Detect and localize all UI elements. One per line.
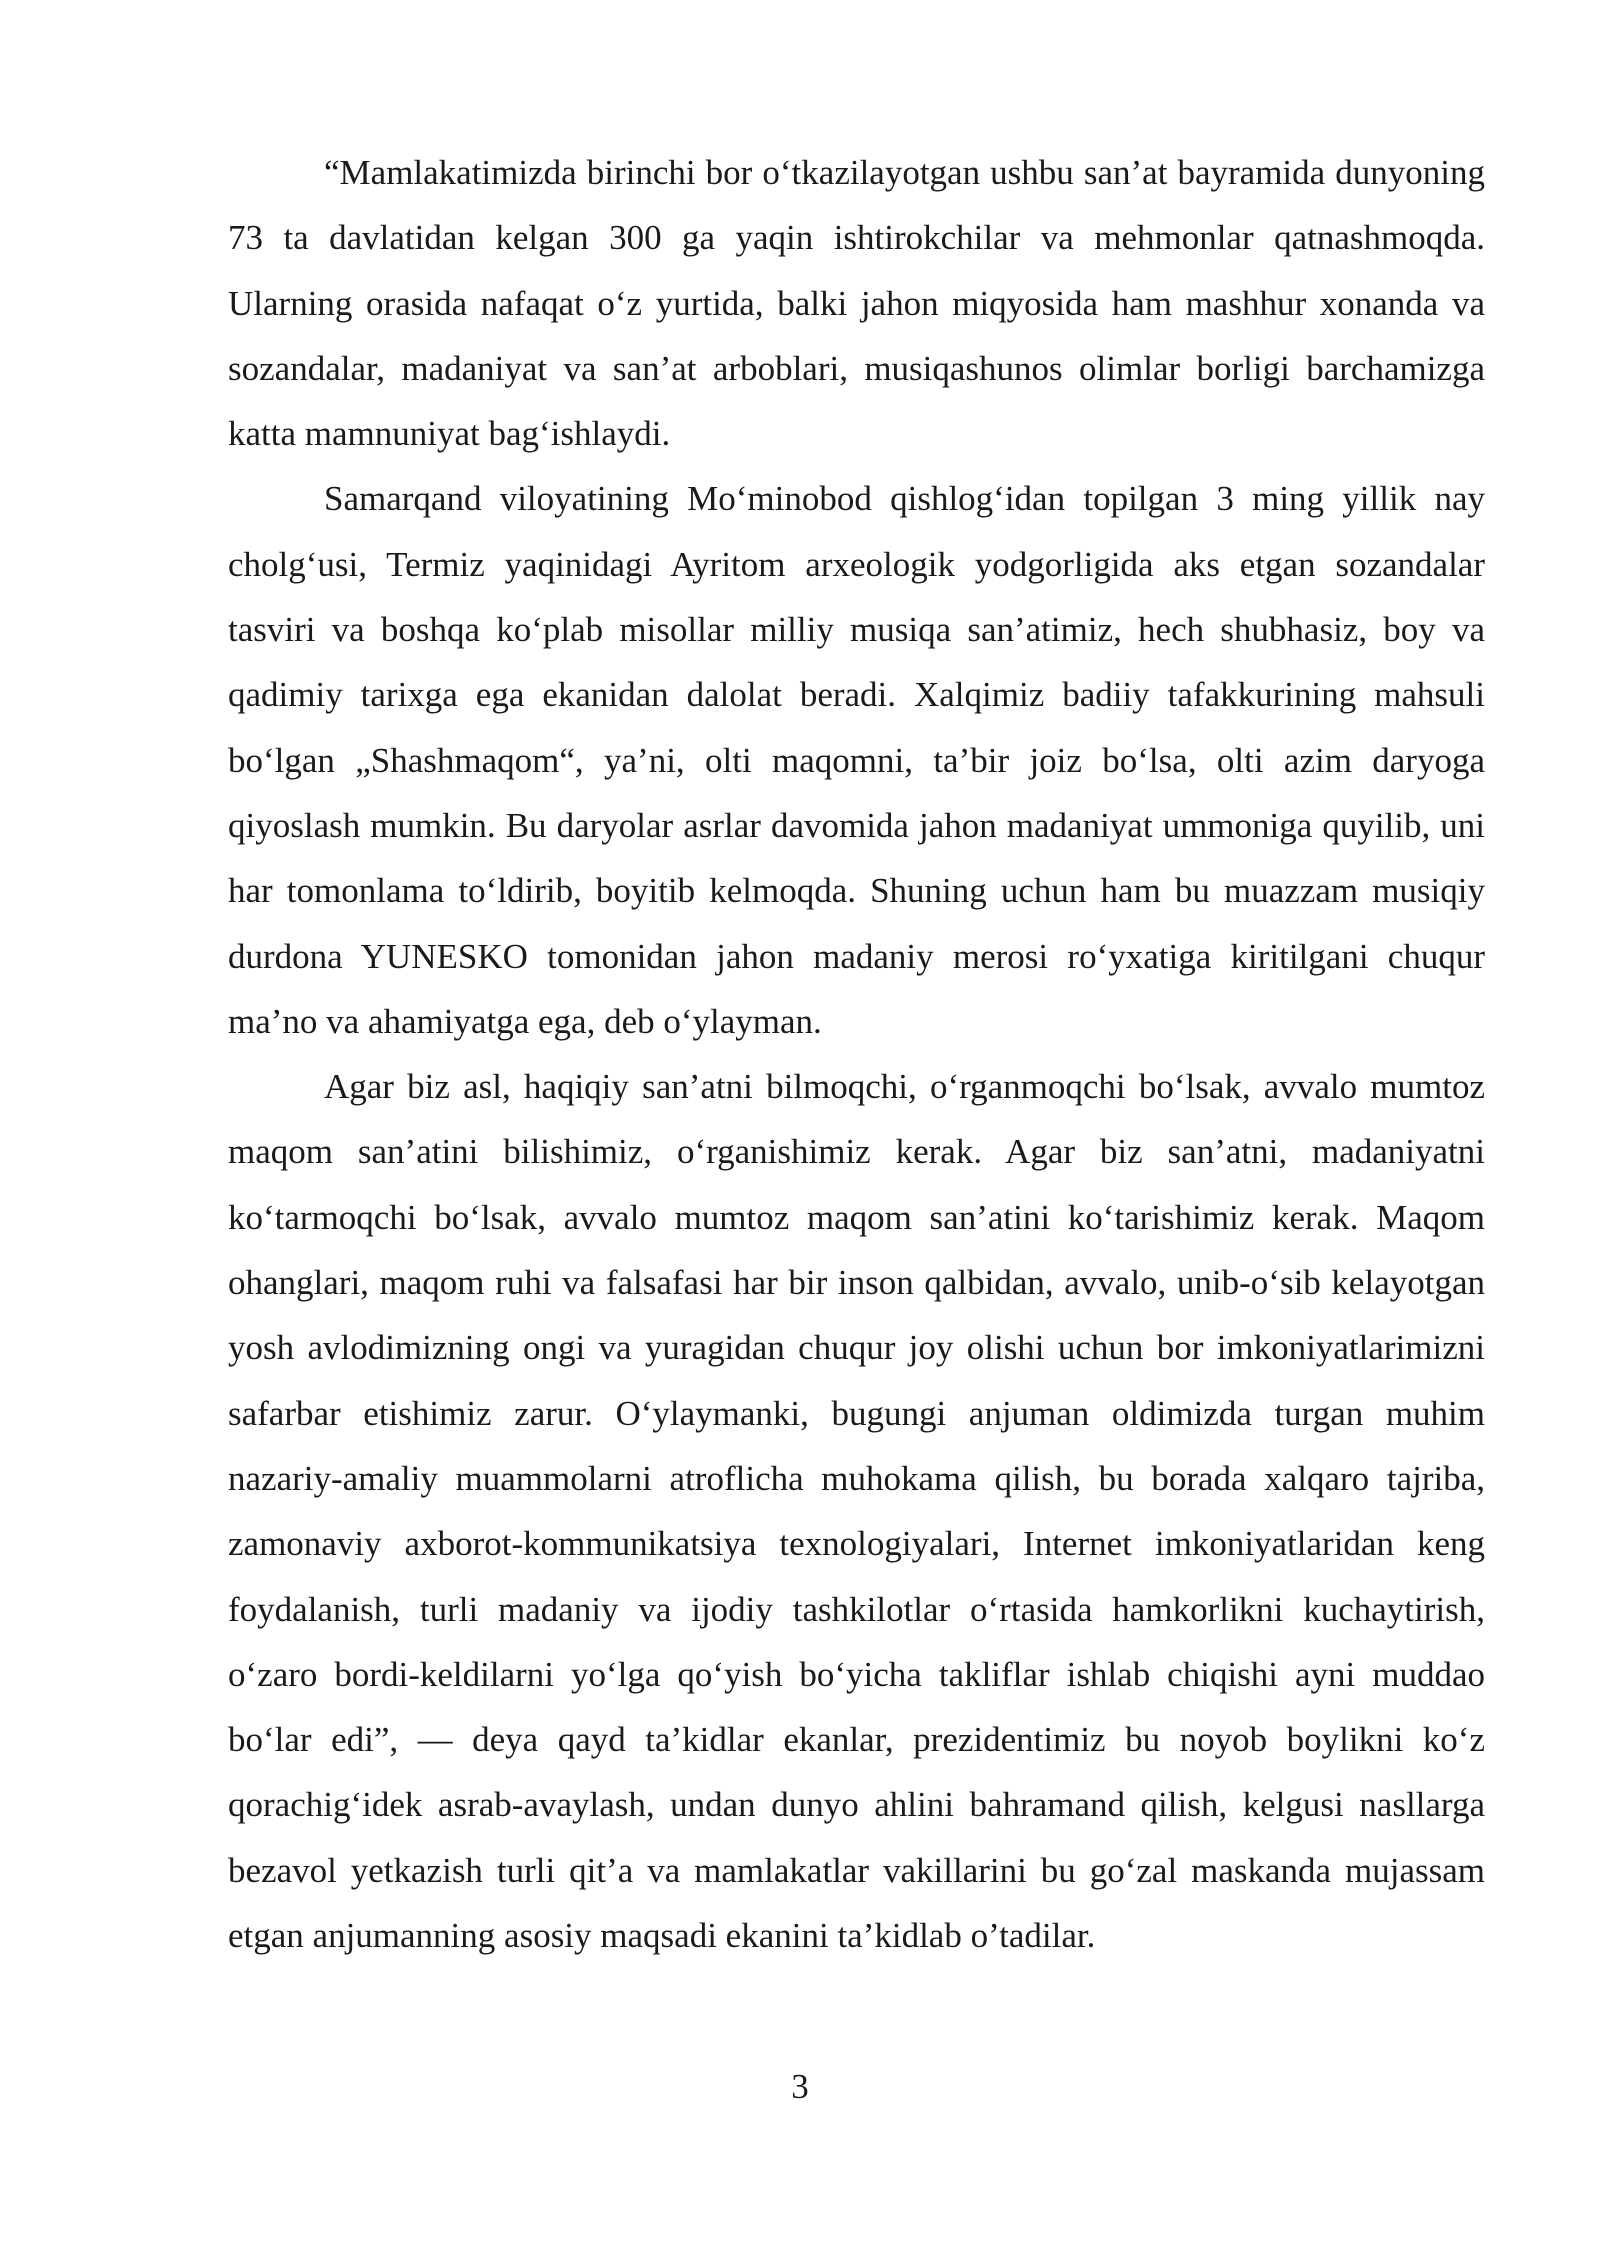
paragraph: Samarqand viloyatining Mo‘minobod qishlog‘idan topilgan 3 ming yillik nay cholg‘usi, Termiz yaqinidagi Ayritom arxeologik yodgorligida aks etgan sozandalar tasviri va boshqa ko‘plab misollar milliy musiqa san’atimiz, hech shubhasiz, boy va qadimiy tarixga ega ekanidan dalolat beradi. Xalqimiz badiiy tafakkurining mahsuli bo‘lgan „Shashmaqom“, ya’ni, olti maqomni, ta’bir joiz bo‘lsa, olti azim daryoga qiyoslash mumkin. Bu daryolar asrlar davomida jahon madaniyat ummoniga quyilib, uni har tomonlama to‘ldirib, boyitib kelmoqda. Shuning uchun ham bu muazzam musiqiy durdona YUNESKO tomonidan jahon madaniy merosi ro‘yxatiga kiritilgani chuqur ma’no va ahamiyatga ega, deb o‘ylayman.	[228, 479, 1485, 1041]
paragraph: Agar biz asl, haqiqiy san’atni bilmoqchi, o‘rganmoqchi bo‘lsak, avvalo mumtoz maqom san’atini bilishimiz, o‘rganishimiz kerak. Agar biz san’atni, madaniyatni ko‘tarmoqchi bo‘lsak, avvalo mumtoz maqom san’atini ko‘tarishimiz kerak. Maqom ohanglari, maqom ruhi va falsafasi har bir inson qalbidan, avvalo, unib-o‘sib kelayotgan yosh avlodimizning ongi va yuragidan chuqur joy olishi uchun bor imkoniyatlarimizni safarbar etishimiz zarur. O‘ylaymanki, bugungi anjuman oldimizda turgan muhim nazariy-amaliy muammolarni atroflicha muhokama qilish, bu borada xalqaro tajriba, zamonaviy axborot-kommunikatsiya texnologiyalari, Internet imkoniyatlaridan keng foydalanish, turli madaniy va ijodiy tashkilotlar o‘rtasida hamkorlikni kuchaytirish, o‘zaro bordi-keldilarni yo‘lga qo‘yish bo‘yicha takliflar ishlab chiqishi ayni muddao bo‘lar edi”, — deya qayd ta’kidlar ekanlar, prezidentimiz bu noyob boylikni ko‘z qorachig‘idek asrab-avaylash, undan dunyo ahlini bahramand qilish, kelgusi nasllarga bezavol yetkazish turli qit’a va mamlakatlar vakillarini bu go‘zal maskanda mujassam etgan anjumanning asosiy maqsadi ekanini ta’kidlab o’tadilar.	[228, 1067, 1485, 1956]
paragraph: “Mamlakatimizda birinchi bor o‘tkazilayotgan ushbu san’at bayramida dunyoning 73 ta davlatidan kelgan 300 ga yaqin ishtirokchilar va mehmonlar qatnashmoqda. Ularning orasida nafaqat o‘z yurtida, balki jahon miqyosida ham mashhur xonanda va sozandalar, madaniyat va san’at arboblari, musiqashunos olimlar borligi barchamizga katta mamnuniyat bag‘ishlaydi.	[228, 153, 1485, 454]
body-text	[228, 140, 1485, 1968]
page-number: 3	[791, 2067, 809, 2106]
